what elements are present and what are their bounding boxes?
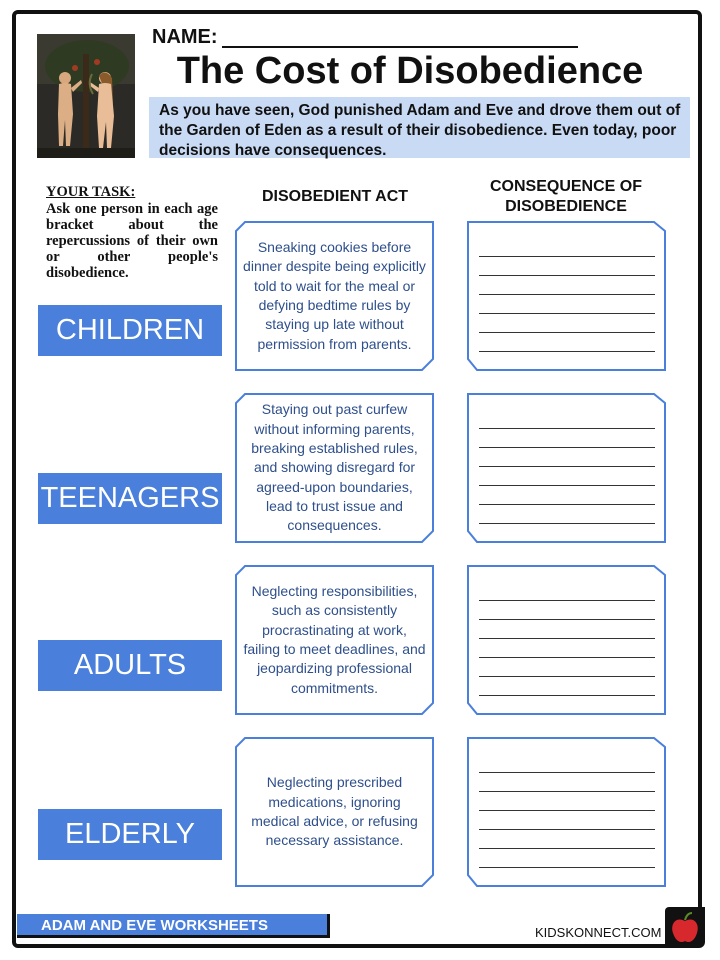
answer-line[interactable] — [479, 676, 655, 677]
answer-line[interactable] — [479, 657, 655, 658]
answer-line[interactable] — [479, 332, 655, 333]
act-text-elderly: Neglecting prescribed medications, ignoring medical advice, or refusing necessary assistance. — [251, 774, 418, 849]
age-label-elderly: ELDERLY — [38, 809, 222, 860]
name-field[interactable] — [222, 46, 578, 48]
answer-line[interactable] — [479, 791, 655, 792]
column-header-act: DISOBEDIENT ACT — [261, 188, 409, 205]
site-url: KIDSKONNECT.COM — [535, 925, 662, 940]
answer-line[interactable] — [479, 600, 655, 601]
adam-and-eve-painting — [37, 34, 135, 158]
answer-line[interactable] — [479, 275, 655, 276]
answer-line[interactable] — [479, 829, 655, 830]
act-text-teenagers: Staying out past curfew without informing parents, breaking established rules, and showing disregard for agreed-upon boundaries, lead to trust issue and consequences. — [251, 401, 418, 534]
consequence-box-adults[interactable] — [467, 565, 666, 715]
act-text-adults: Neglecting responsibilities, such as consistently procrastinating at work, failing to meet deadlines, and jeopardizing professional commitments. — [243, 583, 426, 696]
consequence-box-children[interactable] — [467, 221, 666, 371]
age-label-adults: ADULTS — [38, 640, 222, 691]
answer-line[interactable] — [479, 466, 655, 467]
task-title: YOUR TASK: — [46, 184, 136, 200]
answer-line[interactable] — [479, 695, 655, 696]
answer-line[interactable] — [479, 294, 655, 295]
answer-line[interactable] — [479, 447, 655, 448]
answer-line[interactable] — [479, 772, 655, 773]
answer-line[interactable] — [479, 638, 655, 639]
answer-line[interactable] — [479, 848, 655, 849]
answer-line[interactable] — [479, 351, 655, 352]
age-label-children: CHILDREN — [38, 305, 222, 356]
name-label: NAME: — [152, 26, 218, 48]
act-card-children — [235, 221, 434, 371]
page-title: The Cost of Disobedience — [176, 50, 644, 92]
task-instructions: Ask one person in each age bracket about the repercussions of their own or other people's disobedience. — [46, 201, 218, 281]
act-card-teenagers — [235, 393, 434, 543]
apple-icon — [665, 907, 705, 948]
answer-line[interactable] — [479, 619, 655, 620]
worksheet-label: ADAM AND EVE WORKSHEETS — [17, 914, 330, 938]
answer-line[interactable] — [479, 867, 655, 868]
answer-line[interactable] — [479, 256, 655, 257]
age-label-teenagers: TEENAGERS — [38, 473, 222, 524]
answer-line[interactable] — [479, 485, 655, 486]
answer-line[interactable] — [479, 504, 655, 505]
answer-line[interactable] — [479, 313, 655, 314]
act-text-children: Sneaking cookies before dinner despite being explicitly told to wait for the meal or defying bedtime rules by staying up late without permission from parents. — [243, 239, 426, 352]
act-card-elderly — [235, 737, 434, 887]
answer-line[interactable] — [479, 523, 655, 524]
column-header-consequence: CONSEQUENCE OF DISOBEDIENCE — [489, 178, 642, 215]
consequence-box-teenagers[interactable] — [467, 393, 666, 543]
consequence-box-elderly[interactable] — [467, 737, 666, 887]
answer-line[interactable] — [479, 810, 655, 811]
answer-line[interactable] — [479, 428, 655, 429]
act-card-adults — [235, 565, 434, 715]
intro-text: As you have seen, God punished Adam and Eve and drove them out of the Garden of Eden as a result of their disobedience. Even today, poor decisions have consequences. — [149, 97, 690, 158]
